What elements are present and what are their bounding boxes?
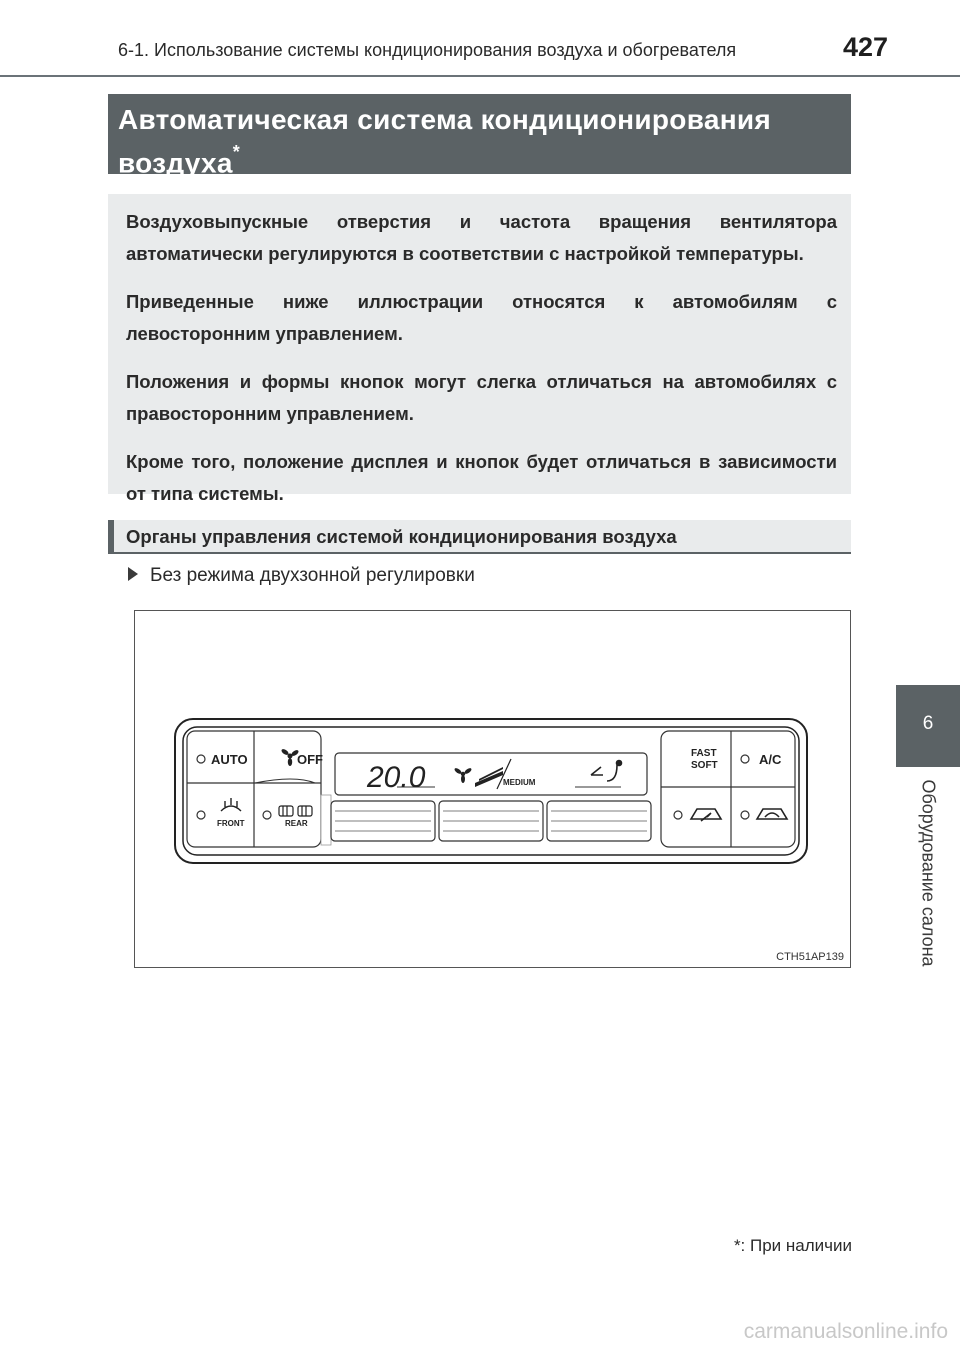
subsection-title: Органы управления системой кондиционирования воздуха (126, 526, 677, 547)
availability-marker: * (232, 142, 241, 162)
page-number: 427 (843, 32, 889, 62)
intro-box (108, 194, 851, 504)
section-title-line2 (118, 138, 851, 181)
fan-mode-label: MEDIUM (503, 778, 536, 787)
bullet-text: Без режима двухзонной регулировки (150, 565, 475, 586)
section-title-line1: Автоматическая система кондиционирования (118, 104, 772, 135)
off-button-label: OFF (297, 752, 323, 767)
header-title: 6-1. Использование системы кондиционирования воздуха и обогревателя (118, 40, 737, 60)
fast-label: FAST (691, 748, 717, 759)
intro-paragraph: Воздуховыпускные отверстия и частота вращения вентилятора автоматически регулируются в соответствии с настройкой температуры. (126, 211, 837, 264)
intro-paragraph: Приведенные ниже иллюстрации относятся к автомобилям с левосторонним управлением. (126, 291, 837, 344)
temperature-readout: 20.0 (367, 761, 426, 794)
section-banner (108, 94, 851, 179)
subsection-heading (108, 520, 851, 554)
figure-code: CTH51AP139 (776, 951, 844, 963)
chapter-number: 6 (922, 713, 934, 734)
triangle-bullet-icon (128, 567, 138, 581)
bullet-item (128, 565, 475, 587)
rear-button-label: REAR (285, 819, 308, 828)
header-rule (0, 75, 960, 77)
chapter-caption: Оборудование салона (918, 779, 939, 967)
ac-button-label: A/C (759, 752, 782, 767)
intro-paragraph: Положения и формы кнопок могут слегка отличаться на автомобилях с правосторонним управлением. (126, 371, 837, 424)
intro-paragraph: Кроме того, положение дисплея и кнопок будет отличаться в зависимости от типа системы. (126, 451, 837, 504)
control-panel-illustration (135, 611, 852, 969)
footnote: *: При наличии (733, 1236, 852, 1255)
section-title-word: воздуха (118, 147, 233, 179)
control-panel-figure (134, 610, 851, 968)
soft-label: SOFT (691, 760, 718, 771)
front-button-label: FRONT (217, 819, 245, 828)
chapter-tab (896, 685, 960, 767)
auto-button-label: AUTO (211, 752, 248, 767)
watermark: carmanualsonline.info (743, 1320, 948, 1343)
